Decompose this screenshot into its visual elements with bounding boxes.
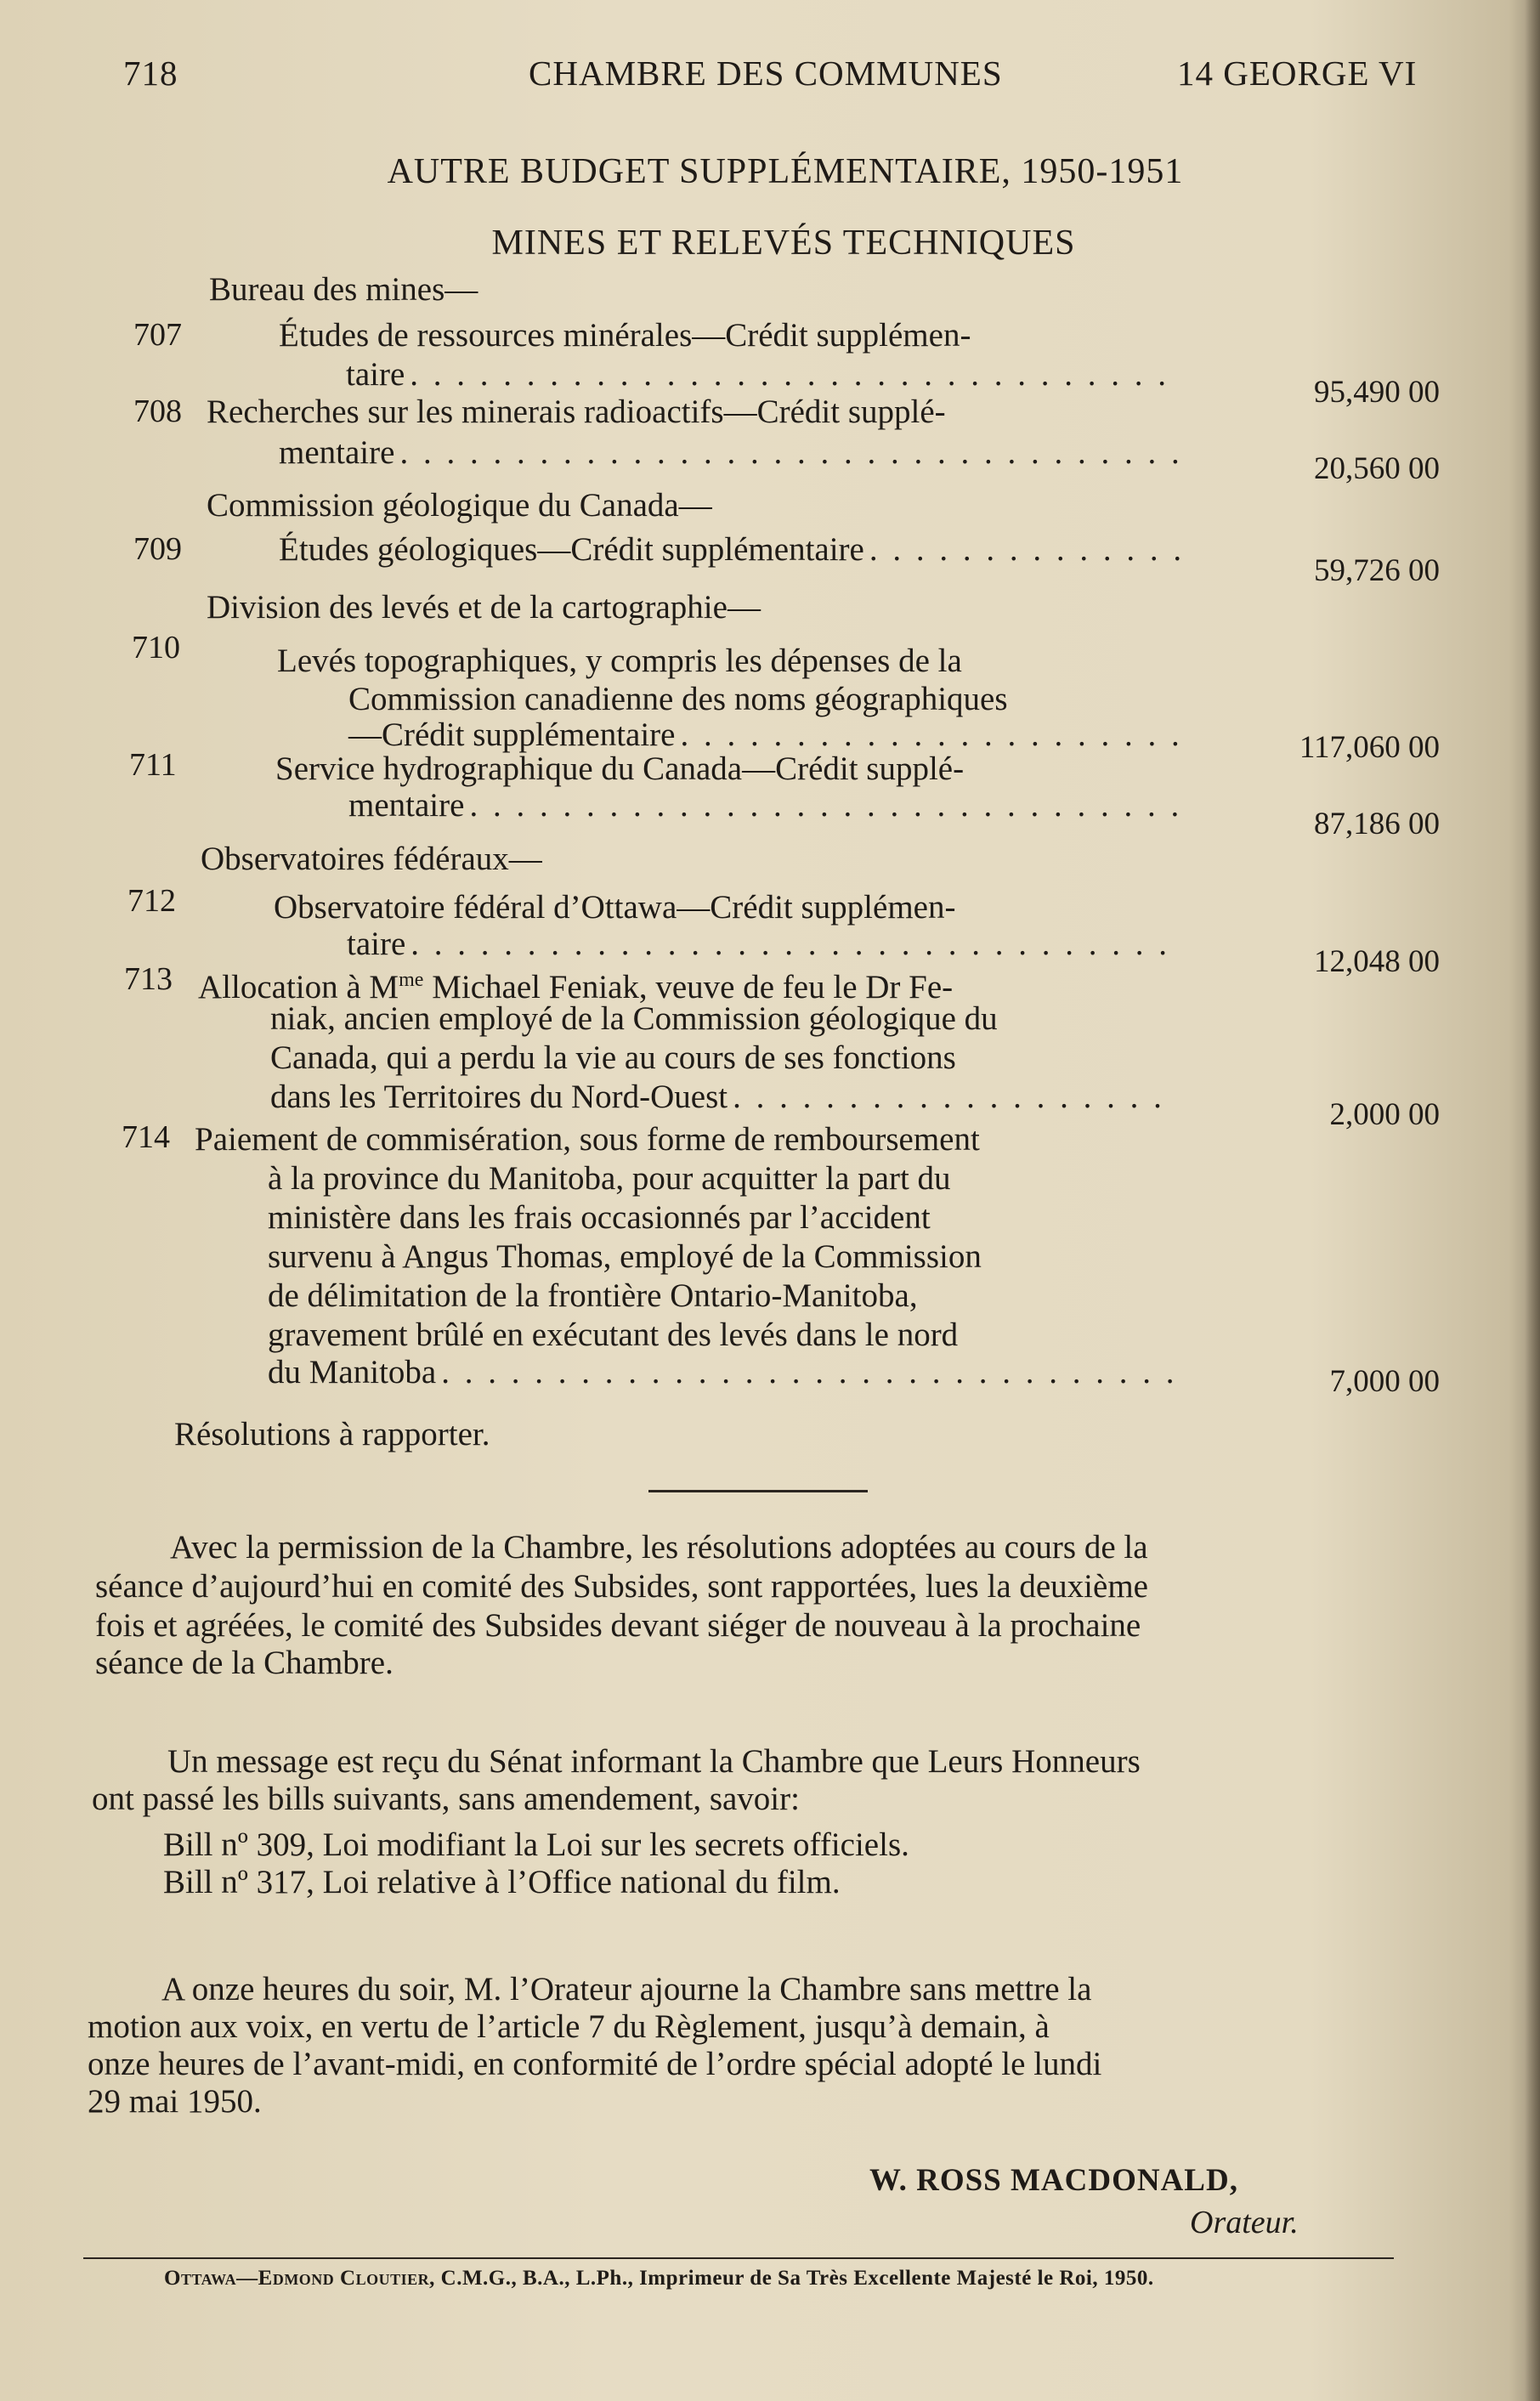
item-number: 714 (122, 1119, 170, 1155)
item-leader-line (270, 1078, 1175, 1117)
bill-entry: Bill nº 309, Loi modifiant la Loi sur les secrets officiels. (163, 1826, 909, 1863)
paragraph-line: Un message est reçu du Sénat informant la Chambre que Leurs Honneurs (167, 1743, 1141, 1780)
paragraph-line: motion aux voix, en vertu de l’article 7 du Règlement, jusqu’à demain, à (88, 2008, 1050, 2045)
section-title: MINES ET RELEVÉS TECHNIQUES (491, 224, 1076, 263)
item-leader-line (279, 530, 1180, 569)
regnal-year: 14 GEORGE VI (1177, 54, 1418, 93)
item-leader-line (347, 925, 1178, 964)
signature-name: W. ROSS MACDONALD, (869, 2163, 1238, 2198)
item-text: mentaire (279, 434, 395, 471)
item-text: du Manitoba (268, 1354, 437, 1390)
item-text: niak, ancien employé de la Commission géologique du (270, 1000, 998, 1037)
page-number: 718 (123, 54, 178, 93)
group-heading: Division des levés et de la cartographie— (207, 589, 761, 626)
item-leader-line (346, 355, 1181, 394)
paragraph-line: Avec la permission de la Chambre, les résolutions adoptées au cours de la (170, 1529, 1148, 1566)
item-text: Observatoire fédéral d’Ottawa—Crédit supplémen- (274, 889, 956, 926)
item-number: 709 (133, 531, 182, 567)
item-amount: 59,726 00 (1314, 553, 1440, 588)
item-text: taire (346, 356, 405, 393)
paragraph-line: A onze heures du soir, M. l’Orateur ajourne la Chambre sans mettre la (161, 1971, 1092, 2007)
item-text: Service hydrographique du Canada—Crédit supplé- (275, 750, 965, 787)
binding-shadow (1525, 0, 1540, 2401)
footer-rule (83, 2257, 1394, 2259)
item-text: à la province du Manitoba, pour acquitter la part du (268, 1160, 951, 1197)
paragraph-line: 29 mai 1950. (88, 2083, 262, 2120)
item-amount: 87,186 00 (1314, 807, 1440, 841)
main-title: AUTRE BUDGET SUPPLÉMENTAIRE, 1950-1951 (387, 152, 1184, 191)
item-number: 708 (133, 394, 182, 429)
item-number: 713 (124, 961, 173, 997)
signature-title: Orateur. (1190, 2205, 1299, 2240)
item-leader-line (348, 786, 1178, 825)
group-heading: Commission géologique du Canada— (207, 487, 712, 524)
item-text: survenu à Angus Thomas, employé de la Commission (268, 1238, 982, 1275)
item-amount: 2,000 00 (1329, 1097, 1440, 1132)
item-amount: 12,048 00 (1314, 944, 1440, 979)
item-text: Commission canadienne des noms géographiques (348, 681, 1008, 717)
item-leader-line (279, 433, 1181, 473)
item-amount: 7,000 00 (1329, 1364, 1440, 1399)
item-text: Allocation à $M^{me}$ Michael Feniak, veuve de feu le Dr Fe- (198, 969, 954, 1005)
resolutions-note: Résolutions à rapporter. (174, 1416, 490, 1452)
item-text: de délimitation de la frontière Ontario-Manitoba, (268, 1277, 918, 1314)
paragraph-line: fois et agréées, le comité des Subsides devant siéger de nouveau à la prochaine (95, 1607, 1141, 1644)
item-text: Études géologiques—Crédit supplémentaire (279, 531, 864, 568)
item-text: taire (347, 926, 406, 962)
printer-imprint: Ottawa—Edmond Cloutier, C.M.G., B.A., L.Ph., Imprimeur de Sa Très Excellente Majesté le Roi, 1950. (164, 2267, 1154, 2290)
running-head: CHAMBRE DES COMMUNES (529, 54, 1003, 93)
item-text: Paiement de commisération, sous forme de remboursement (195, 1121, 980, 1158)
item-text: ministère dans les frais occasionnés par l’accident (268, 1199, 931, 1236)
item-text: mentaire (348, 787, 465, 824)
item-number: 711 (129, 747, 177, 783)
group-heading: Observatoires fédéraux— (201, 841, 542, 877)
item-text: —Crédit supplémentaire (348, 716, 676, 753)
paragraph-line: onze heures de l’avant-midi, en conformité de l’ordre spécial adopté le lundi (88, 2046, 1102, 2082)
item-number: 710 (132, 630, 180, 665)
item-amount: 117,060 00 (1299, 730, 1440, 765)
item-amount: 95,490 00 (1314, 375, 1440, 410)
item-text: dans les Territoires du Nord-Ouest (270, 1079, 728, 1115)
item-text: Levés topographiques, y compris les dépenses de la (277, 643, 962, 679)
item-text: gravement brûlé en exécutant des levés dans le nord (268, 1317, 959, 1353)
paragraph-line: ont passé les bills suivants, sans amendement, savoir: (92, 1781, 800, 1817)
group-heading: Bureau des mines— (209, 271, 478, 308)
item-text: Canada, qui a perdu la vie au cours de ses fonctions (270, 1039, 956, 1076)
item-number: 707 (133, 317, 182, 353)
item-text: Recherches sur les minerais radioactifs—Crédit supplé- (207, 394, 946, 430)
item-number: 712 (127, 883, 176, 919)
paragraph-line: séance d’aujourd’hui en comité des Subsides, sont rapportées, lues la deuxième (95, 1568, 1148, 1605)
bill-entry: Bill nº 317, Loi relative à l’Office national du film. (163, 1864, 841, 1900)
section-divider (648, 1490, 868, 1492)
item-text: Études de ressources minérales—Crédit supplémen- (279, 317, 971, 354)
paragraph-line: séance de la Chambre. (95, 1645, 393, 1681)
item-leader-line (268, 1353, 1173, 1392)
item-amount: 20,560 00 (1314, 451, 1440, 486)
